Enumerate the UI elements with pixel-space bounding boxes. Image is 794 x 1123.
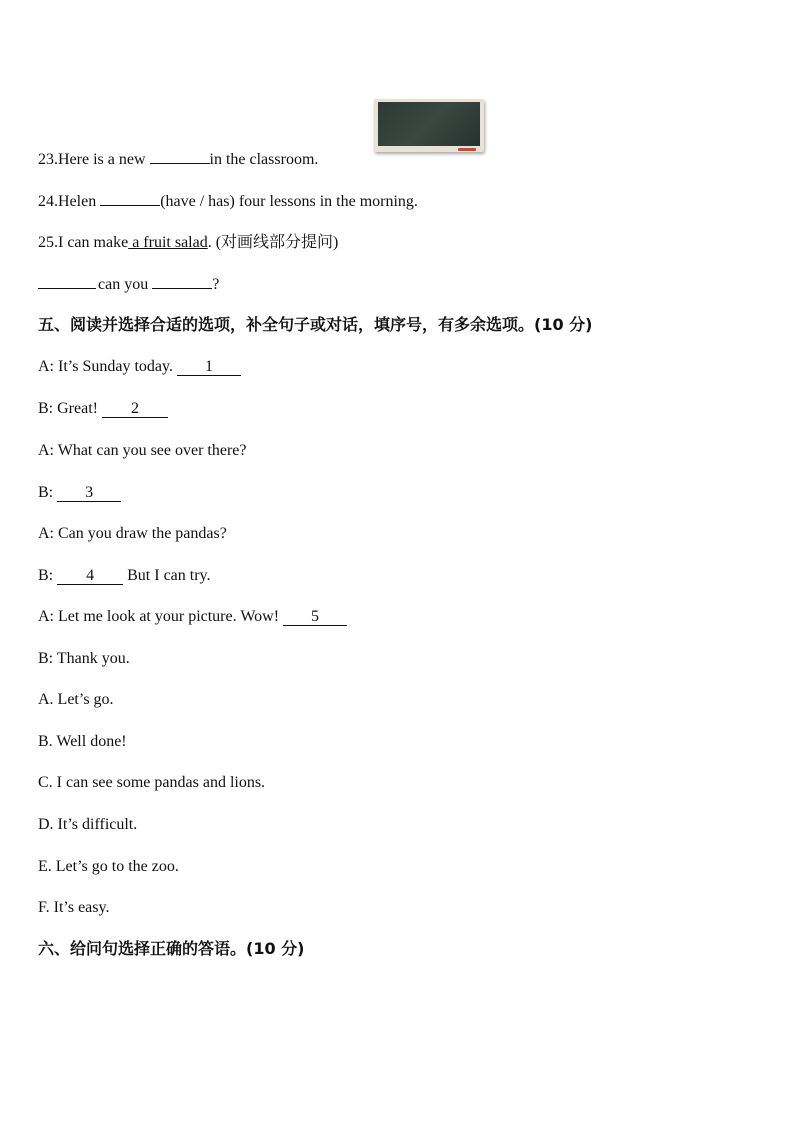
dialog-text: Thank you. bbox=[56, 650, 130, 667]
option-item: C. I can see some pandas and lions. bbox=[38, 774, 266, 791]
dialog-line bbox=[38, 399, 168, 419]
answer-blank[interactable] bbox=[100, 191, 160, 206]
question-23: 23.Here is a new in the classroom. bbox=[38, 151, 319, 168]
speaker-label: A: bbox=[38, 608, 58, 625]
speaker-label: B: bbox=[38, 400, 58, 417]
option-item: A. Let’s go. bbox=[38, 691, 114, 708]
speaker-label: B: bbox=[38, 484, 58, 501]
dialog-line bbox=[38, 483, 121, 503]
speaker-label: A: bbox=[38, 525, 58, 542]
dialog-line bbox=[38, 524, 227, 544]
option-item: B. Well done! bbox=[38, 733, 127, 750]
answer-blank[interactable] bbox=[152, 274, 212, 289]
dialog-line bbox=[38, 357, 241, 377]
speaker-label: B: bbox=[38, 650, 57, 667]
dialog-text: Let me look at your picture. Wow! bbox=[58, 608, 284, 625]
speaker-label: A: bbox=[38, 358, 58, 375]
option-item: E. Let’s go to the zoo. bbox=[38, 858, 179, 875]
question-25-answer-line: can you ? bbox=[38, 274, 219, 295]
answer-blank[interactable]: 3 bbox=[57, 485, 121, 502]
blackboard-image bbox=[374, 99, 484, 152]
chalk-icon bbox=[458, 148, 476, 151]
dialog-line bbox=[38, 649, 130, 669]
answer-blank[interactable]: 4 bbox=[57, 568, 123, 585]
option-item: D. It’s difficult. bbox=[38, 816, 138, 833]
answer-blank[interactable]: 2 bbox=[102, 401, 168, 418]
dialog-line bbox=[38, 607, 347, 627]
dialog-line bbox=[38, 441, 247, 461]
underlined-phrase: a fruit salad bbox=[128, 234, 208, 251]
section-5-title: 五、阅读并选择合适的选项，补全句子或对话，填序号，有多余选项。(10 分) bbox=[38, 315, 593, 334]
option-item: F. It’s easy. bbox=[38, 899, 110, 916]
answer-blank[interactable]: 1 bbox=[177, 359, 241, 376]
answer-blank[interactable]: 5 bbox=[283, 609, 347, 626]
dialog-text: Can you draw the pandas? bbox=[58, 525, 227, 542]
dialog-text-after: But I can try. bbox=[123, 567, 211, 584]
question-24: 24.Helen (have / has) four lessons in the morning. bbox=[38, 193, 418, 210]
dialog-text: What can you see over there? bbox=[57, 442, 247, 459]
question-25: 25.I can make a fruit salad. (对画线部分提问) bbox=[38, 234, 339, 251]
answer-blank[interactable] bbox=[38, 274, 96, 289]
speaker-label: A: bbox=[38, 442, 58, 459]
answer-blank[interactable] bbox=[150, 149, 210, 164]
dialog-line bbox=[38, 566, 211, 586]
dialog-text: It’s Sunday today. bbox=[58, 358, 177, 375]
speaker-label: B: bbox=[38, 567, 58, 584]
section-6-title: 六、给问句选择正确的答语。(10 分) bbox=[38, 939, 305, 958]
dialog-text: Great! bbox=[57, 400, 102, 417]
